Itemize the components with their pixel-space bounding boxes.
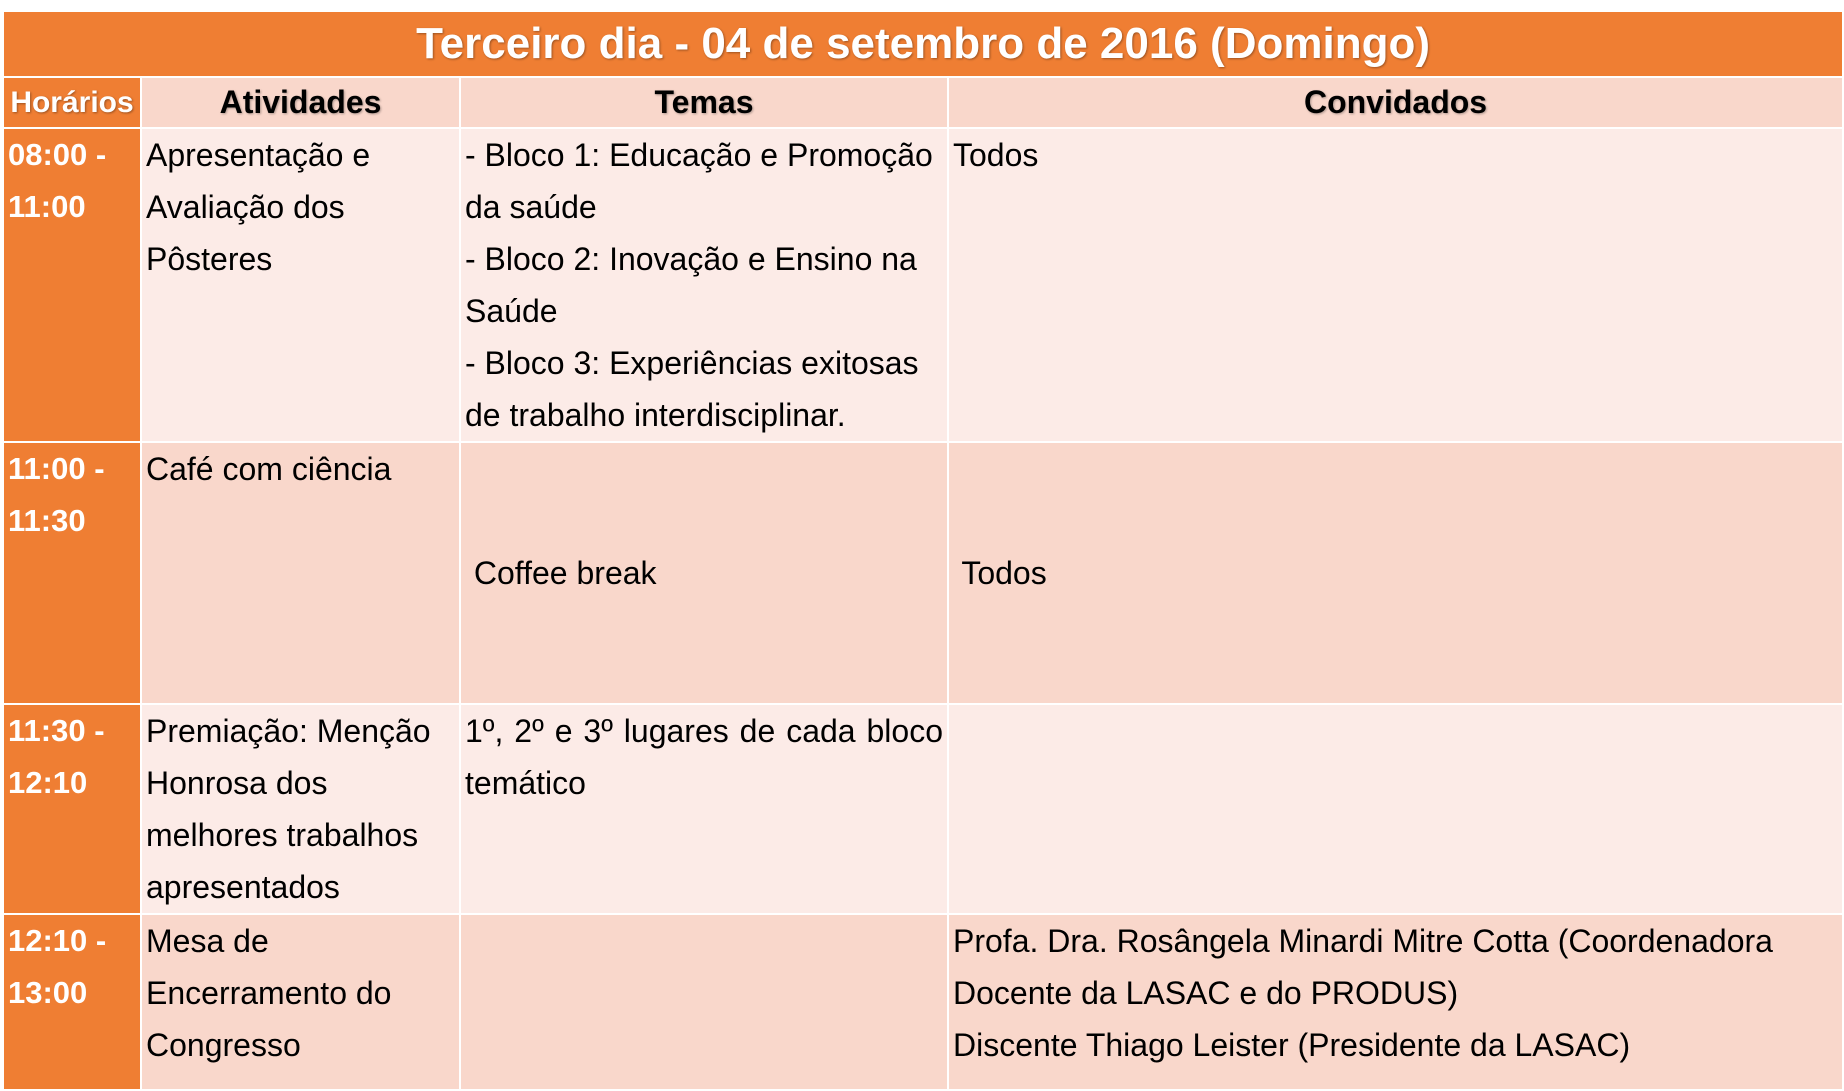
- time-end: 13:00: [8, 975, 88, 1010]
- table-row: [3, 704, 1843, 914]
- time-cell: [3, 442, 141, 704]
- header-horarios: Horários: [3, 77, 141, 128]
- time-cell: [3, 914, 141, 1090]
- guests-cell: [948, 914, 1843, 1090]
- topic-line: - Bloco 3: Experiências exitosas de trabalho interdisciplinar.: [465, 345, 919, 433]
- activity-cell: Premiação: Menção Honrosa dos melhores trabalhos apresentados: [141, 704, 460, 914]
- topic-line: Coffee break: [465, 555, 657, 591]
- table-row: [3, 914, 1843, 1090]
- time-end: 11:30: [8, 503, 86, 538]
- topics-cell: 1º, 2º e 3º lugares de cada bloco temático: [460, 704, 948, 914]
- time-start: 12:10 -: [8, 923, 107, 958]
- schedule-title: Terceiro dia - 04 de setembro de 2016 (Domingo): [3, 11, 1843, 77]
- header-convidados: Convidados: [948, 77, 1843, 128]
- time-end: 11:00: [8, 189, 86, 224]
- topics-cell: [460, 442, 948, 704]
- time-end: 12:10: [8, 765, 88, 800]
- topics-cell: [460, 128, 948, 442]
- time-start: 08:00 -: [8, 137, 107, 172]
- guests-cell: [948, 442, 1843, 704]
- topic-line: - Bloco 1: Educação e Promoção da saúde: [465, 137, 933, 225]
- guest-line: Todos: [953, 555, 1047, 591]
- guests-cell: [948, 704, 1843, 914]
- time-start: 11:30 -: [8, 713, 105, 748]
- topics-cell: [460, 914, 948, 1090]
- activity-cell: Café com ciência: [141, 442, 460, 704]
- guest-line: Todos: [953, 137, 1039, 173]
- time-start: 11:00 -: [8, 451, 105, 486]
- table-row: [3, 442, 1843, 704]
- table-row: [3, 128, 1843, 442]
- guests-cell: [948, 128, 1843, 442]
- schedule-table: [2, 10, 1844, 1091]
- activity-cell: Mesa de Encerramento do Congresso: [141, 914, 460, 1090]
- topic-line: - Bloco 2: Inovação e Ensino na Saúde: [465, 241, 917, 329]
- header-atividades: Atividades: [141, 77, 460, 128]
- header-row: [3, 77, 1843, 128]
- title-row: [3, 11, 1843, 77]
- header-temas: Temas: [460, 77, 948, 128]
- time-cell: [3, 128, 141, 442]
- guest-line: Discente Thiago Leister (Presidente da LASAC): [953, 1027, 1631, 1063]
- time-cell: [3, 704, 141, 914]
- activity-cell: Apresentação e Avaliação dos Pôsteres: [141, 128, 460, 442]
- guest-line: Profa. Dra. Rosângela Minardi Mitre Cotta (Coordenadora Docente da LASAC e do PRODUS): [953, 923, 1773, 1011]
